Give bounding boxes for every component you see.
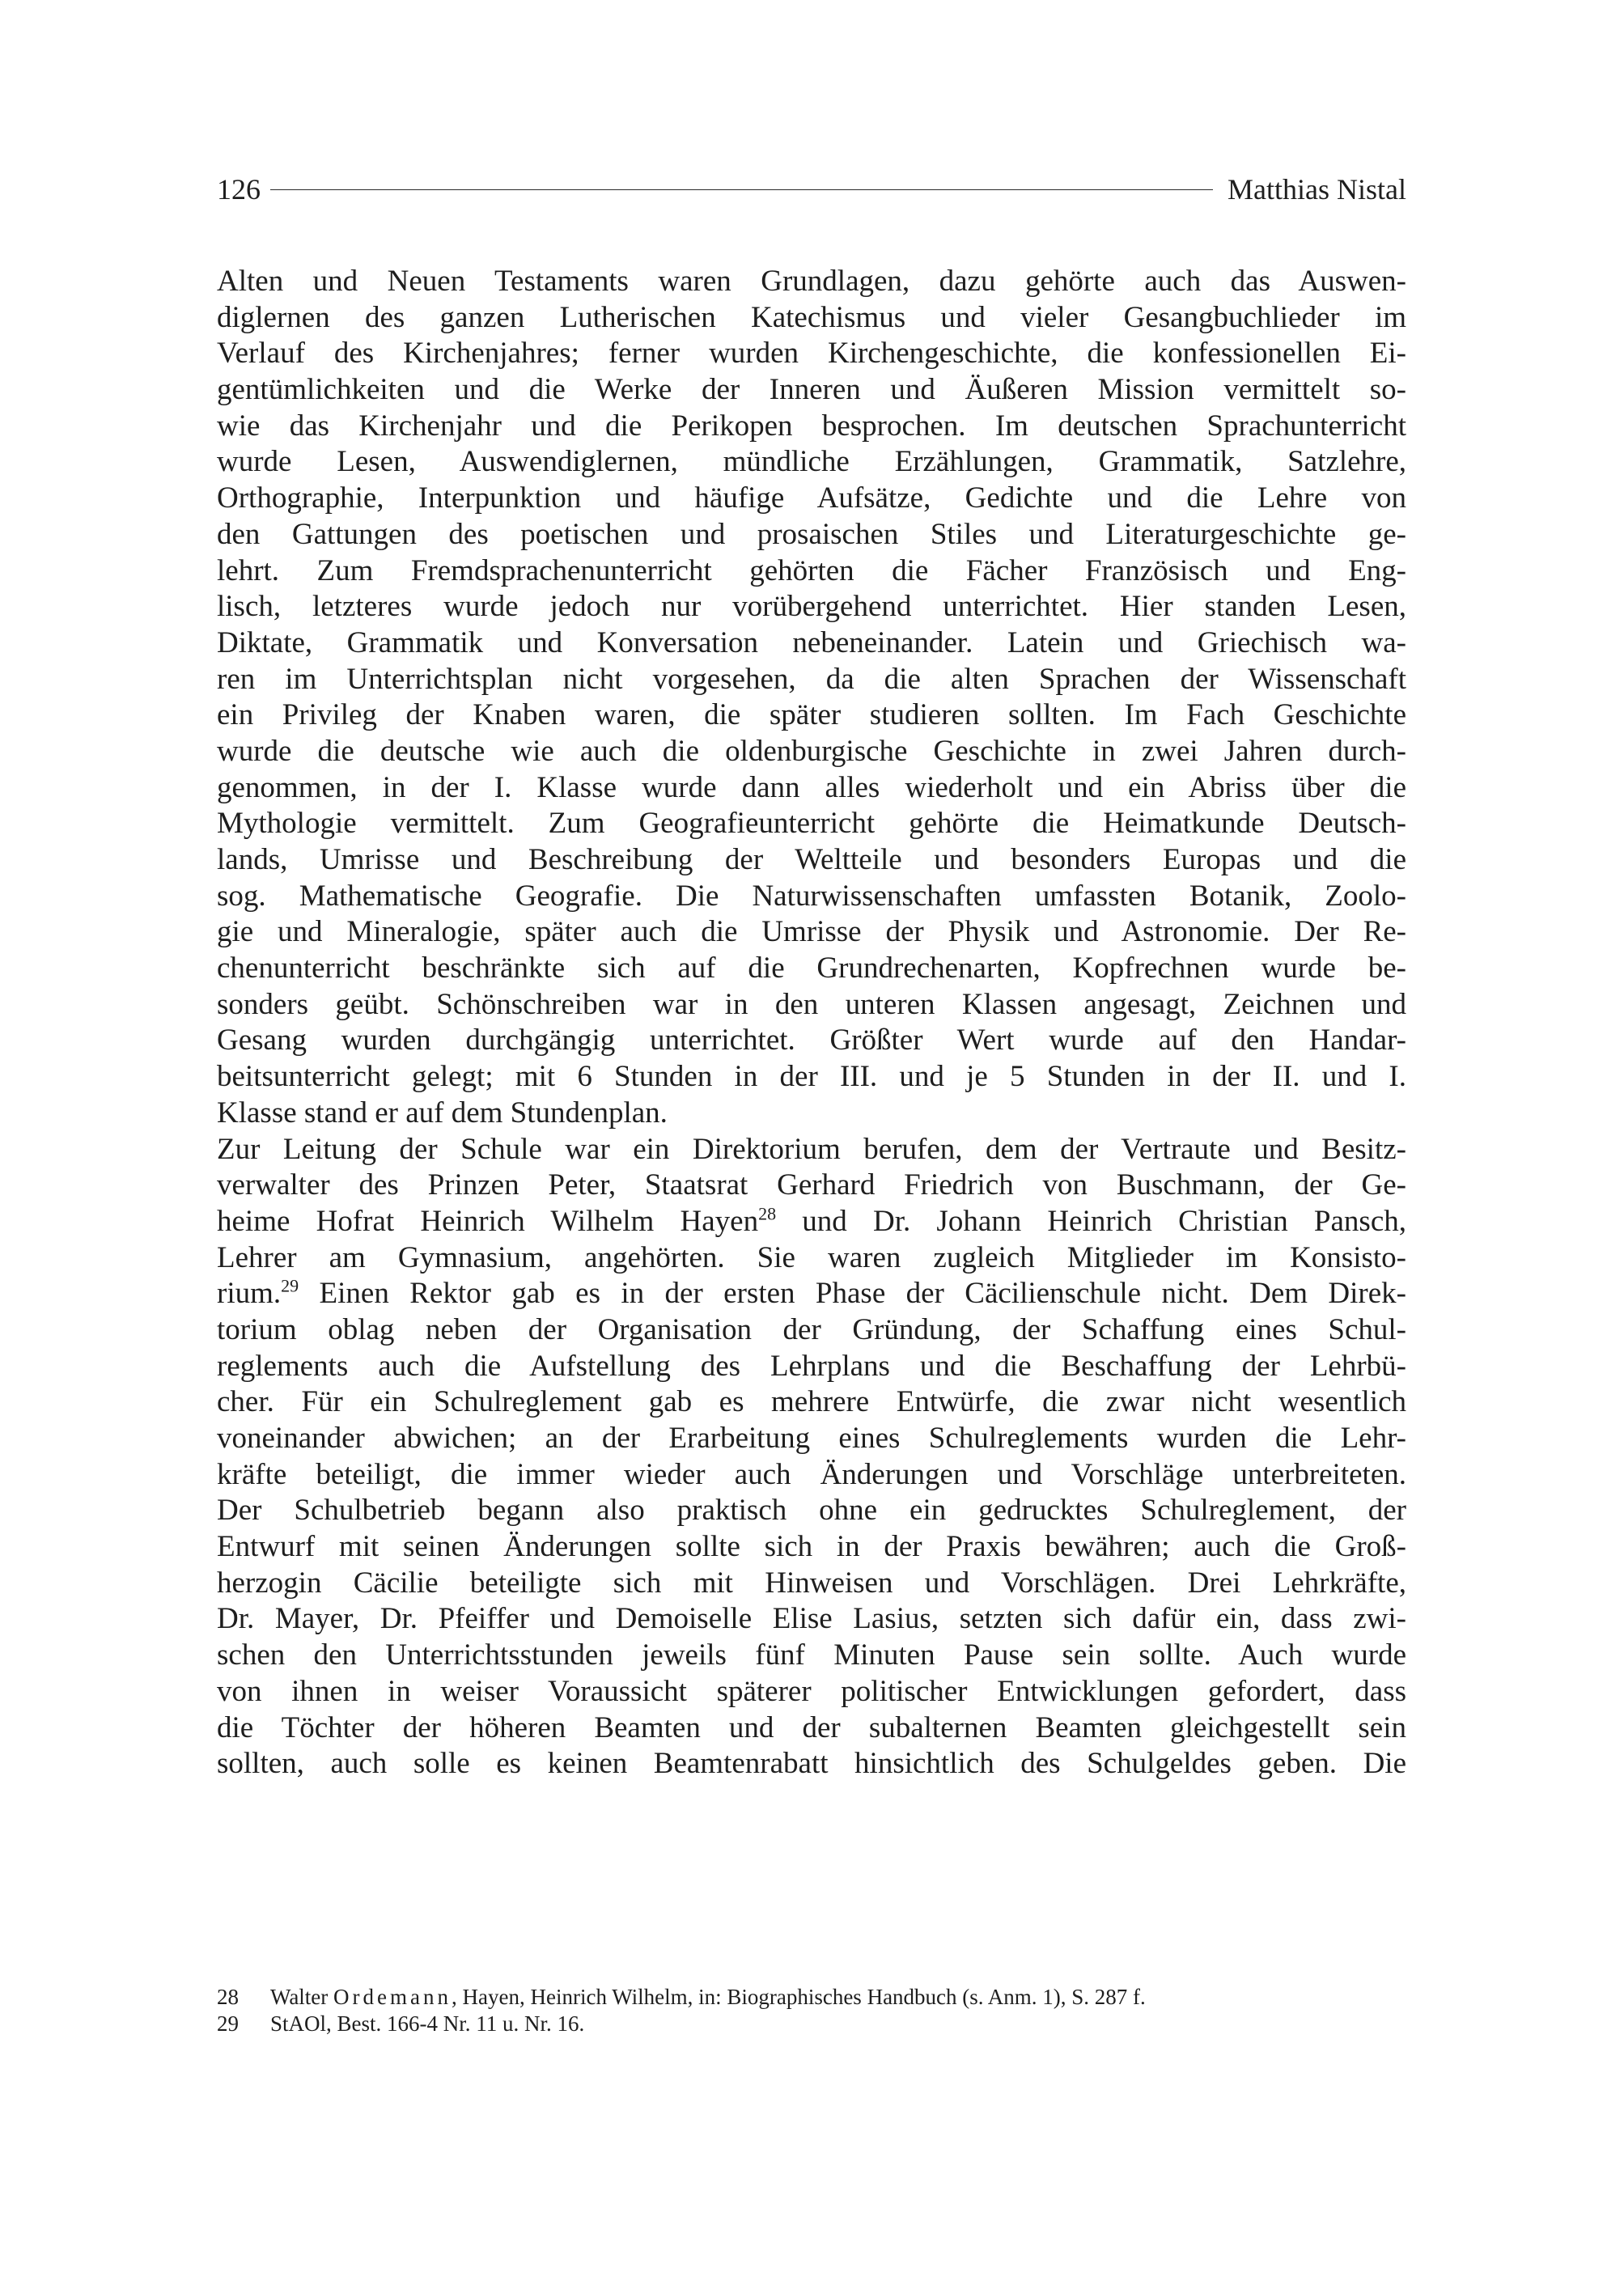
footnote-author-last: Ordemann (333, 1985, 452, 2009)
text-line: schen den Unterrichtsstunden jeweils fünf Minuten Pause sein sollte. Auch wurde (217, 1638, 1406, 1672)
footnote-author-first: Walter (270, 1985, 334, 2009)
footnote-number: 28 (217, 1985, 239, 2009)
text-line: torium oblag neben der Organisation der Gründung, der Schaffung eines Schul- (217, 1312, 1406, 1346)
text-line: Verlauf des Kirchenjahres; ferner wurden Kirchengeschichte, die konfessionellen Ei- (217, 337, 1406, 371)
text-line: gentümlichkeiten und die Werke der Inneren und Äußeren Mission vermittelt so- (217, 373, 1406, 407)
text-line: Mythologie vermittelt. Zum Geografieunterricht gehörte die Heimatkunde Deutsch- (217, 807, 1406, 841)
text-line: herzogin Cäcilie beteiligte sich mit Hinweisen und Vorschlägen. Drei Lehrkräfte, (217, 1566, 1406, 1600)
text-line-with-footnote-28 (217, 1204, 1406, 1240)
text-line: sonders geübt. Schönschreiben war in den unteren Klassen angesagt, Zeichnen und (217, 987, 1406, 1021)
footnote-text (270, 1984, 1146, 2011)
text-line: beitsunterricht gelegt; mit 6 Stunden in der III. und je 5 Stunden in der II. und I. (217, 1060, 1406, 1094)
footnote-citation: , Hayen, Heinrich Wilhelm, in: Biographisches Handbuch (s. Anm. 1), S. 287 f. (452, 1985, 1146, 2009)
text-fragment: und Dr. Johann Heinrich Christian Pansch, (776, 1204, 1406, 1238)
text-line: kräfte beteiligt, die immer wieder auch Änderungen und Vorschläge unterbreiteten. (217, 1457, 1406, 1491)
footnote-28 (217, 1984, 1406, 2011)
footnote-number: 29 (217, 2011, 239, 2036)
text-line: Diktate, Grammatik und Konversation nebeneinander. Latein und Griechisch wa- (217, 625, 1406, 659)
running-title: Matthias Nistal (1228, 173, 1406, 206)
text-line: reglements auch die Aufstellung des Lehrplans und die Beschaffung der Lehrbü- (217, 1349, 1406, 1383)
body-text (217, 264, 1406, 1782)
footnote-ref-29: 29 (281, 1275, 299, 1296)
footnote-29 (217, 2011, 1406, 2037)
footnotes (217, 1984, 1406, 2037)
text-line: Orthographie, Interpunktion und häufige Aufsätze, Gedichte und die Lehre von (217, 481, 1406, 515)
header-rule (270, 189, 1213, 190)
text-line: sollten, auch solle es keinen Beamtenrabatt hinsichtlich des Schulgeldes geben. Die (217, 1747, 1406, 1781)
text-line: die Töchter der höheren Beamten und der subalternen Beamten gleichgestellt sein (217, 1710, 1406, 1744)
text-fragment: rium. (217, 1277, 282, 1311)
text-line: Alten und Neuen Testaments waren Grundlagen, dazu gehörte auch das Auswen- (217, 265, 1406, 298)
text-line: genommen, in der I. Klasse wurde dann alles wiederholt und ein Abriss über die (217, 770, 1406, 804)
text-fragment: heime Hofrat Heinrich Wilhelm Hayen (217, 1204, 759, 1238)
text-line: voneinander abwichen; an der Erarbeitung eines Schulreglements wurden die Lehr- (217, 1422, 1406, 1455)
text-line: den Gattungen des poetischen und prosaischen Stiles und Literaturgeschichte ge- (217, 517, 1406, 551)
text-line: wie das Kirchenjahr und die Perikopen besprochen. Im deutschen Sprachunterricht (217, 409, 1406, 443)
text-line: lisch, letzteres wurde jedoch nur vorübergehend unterrichtet. Hier standen Lesen, (217, 590, 1406, 624)
text-line: Gesang wurden durchgängig unterrichtet. Größter Wert wurde auf den Handar- (217, 1024, 1406, 1057)
text-line: ein Privileg der Knaben waren, die später studieren sollten. Im Fach Geschichte (217, 698, 1406, 732)
text-line: Der Schulbetrieb begann also praktisch ohne ein gedrucktes Schulreglement, der (217, 1494, 1406, 1528)
text-line: Zur Leitung der Schule war ein Direktorium berufen, dem der Vertraute und Besitz- (217, 1132, 1406, 1166)
text-line: diglernen des ganzen Lutherischen Katechismus und vieler Gesangbuchlieder im (217, 300, 1406, 334)
footnote-ref-28: 28 (758, 1203, 777, 1224)
text-line: Entwurf mit seinen Änderungen sollte sich in der Praxis bewähren; auch die Groß- (217, 1530, 1406, 1564)
footnote-text: StAOl, Best. 166-4 Nr. 11 u. Nr. 16. (270, 2011, 585, 2036)
text-line: verwalter des Prinzen Peter, Staatsrat Gerhard Friedrich von Buschmann, der Ge- (217, 1168, 1406, 1202)
text-line: ren im Unterrichtsplan nicht vorgesehen, da die alten Sprachen der Wissenschaft (217, 662, 1406, 696)
text-line: lands, Umrisse und Beschreibung der Weltteile und besonders Europas und die (217, 843, 1406, 876)
text-line: lehrt. Zum Fremdsprachenunterricht gehörten die Fächer Französisch und Eng- (217, 553, 1406, 587)
text-line: cher. Für ein Schulreglement gab es mehrere Entwürfe, die zwar nicht wesentlich (217, 1385, 1406, 1419)
text-line: Lehrer am Gymnasium, angehörten. Sie waren zugleich Mitglieder im Konsisto- (217, 1240, 1406, 1274)
text-line: sog. Mathematische Geografie. Die Naturwissenschaften umfassten Botanik, Zoolo- (217, 879, 1406, 913)
text-line: chenunterricht beschränkte sich auf die Grundrechenarten, Kopfrechnen wurde be- (217, 952, 1406, 985)
running-header (217, 168, 1406, 210)
page-number: 126 (217, 173, 261, 206)
text-line: Klasse stand er auf dem Stundenplan. (217, 1096, 668, 1130)
text-line-with-footnote-29 (217, 1276, 1406, 1312)
text-line: Dr. Mayer, Dr. Pfeiffer und Demoiselle Elise Lasius, setzten sich dafür ein, dass zwi- (217, 1602, 1406, 1636)
text-line: wurde die deutsche wie auch die oldenburgische Geschichte in zwei Jahren durch- (217, 734, 1406, 768)
text-line: von ihnen in weiser Voraussicht späterer politischer Entwicklungen gefordert, dass (217, 1674, 1406, 1708)
text-fragment: Einen Rektor gab es in der ersten Phase der Cäcilienschule nicht. Dem Direk- (299, 1277, 1406, 1311)
text-line: wurde Lesen, Auswendiglernen, mündliche Erzählungen, Grammatik, Satzlehre, (217, 445, 1406, 479)
text-line: gie und Mineralogie, später auch die Umrisse der Physik und Astronomie. Der Re- (217, 915, 1406, 949)
